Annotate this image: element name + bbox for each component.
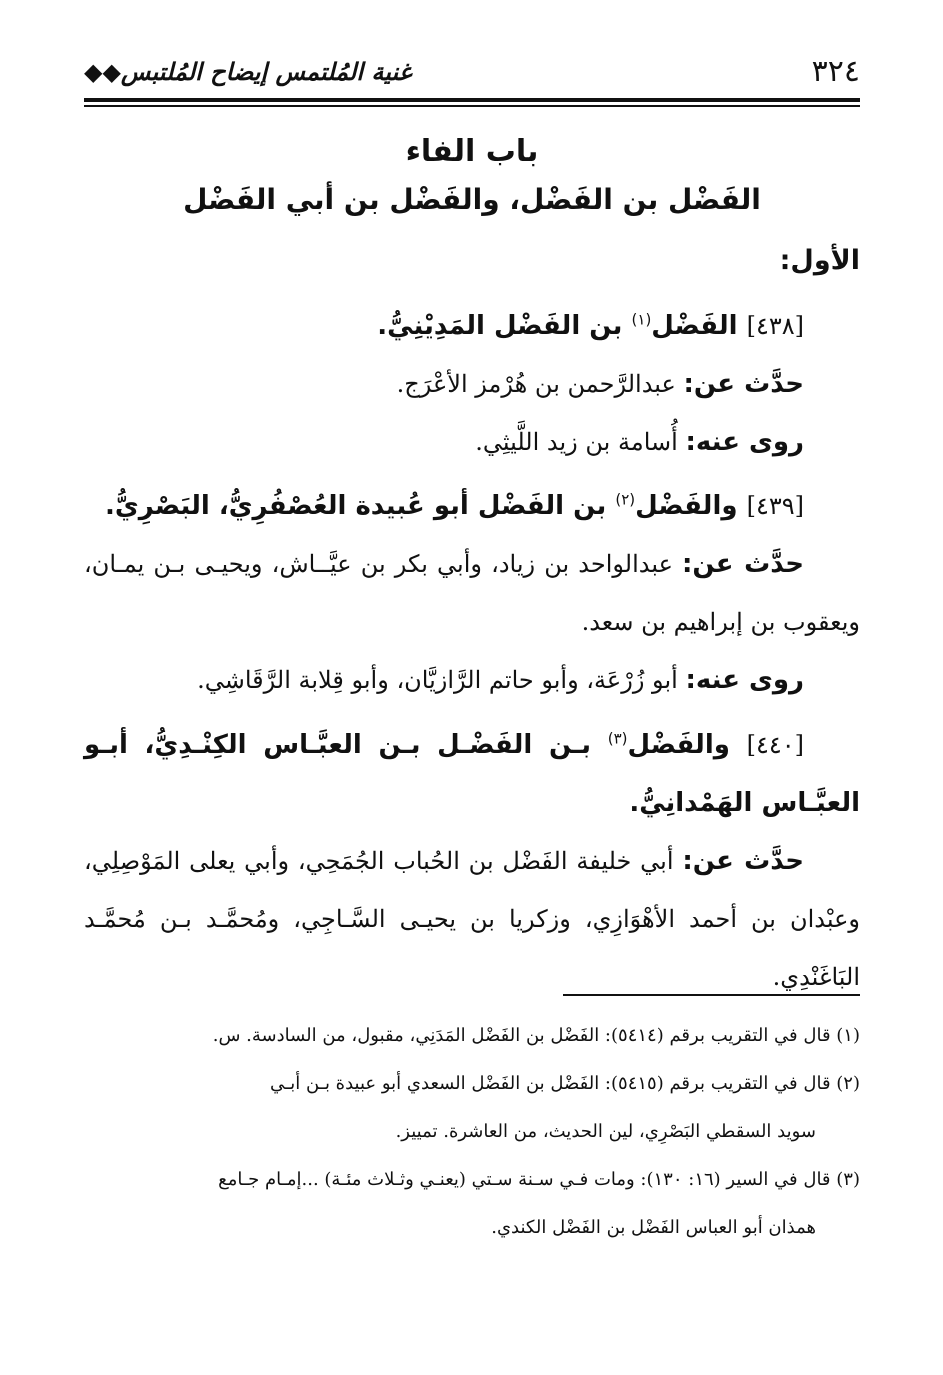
line-text: أبو زُرْعَة، وأبو حاتم الرَّازيَّان، وأبو قِلابة الرَّقَاشِي. (197, 666, 678, 695)
line-label: حدَّث عن: (682, 845, 804, 876)
entry-line (84, 651, 860, 709)
entry-name-rest: بـن الفَضْـل بـن العبَّـاس الكِنْـدِيُّ، أبـو العبَّـاس الهَمْدانِيُّ. (84, 729, 860, 818)
page-number: ٣٢٤ (811, 54, 860, 89)
line-label: حدَّث عن: (682, 549, 804, 580)
footnote-ref: (١) (631, 310, 652, 328)
footnote-2-continuation: سويد السقطي البَصْرِي، لين الحديث، من العاشرة. تمييز. (395, 1121, 816, 1142)
book-title: غنية المُلتمس إيضاح المُلتبس◆◆ (84, 57, 412, 86)
entry-line (84, 832, 860, 1006)
chapter-subtitle: الفَضْل بن الفَضْل، والفَضْل بن أبي الفَضْل (183, 183, 761, 216)
footnote-ref: (٣) (607, 729, 628, 748)
footnote-2: (٢) قال في التقريب برقم (٥٤١٥): الفَضْل بن الفَضْل السعدي أبو عبيدة بـن أبـي (269, 1073, 860, 1094)
header-rule-thick (84, 98, 860, 102)
footnote-separator (563, 994, 860, 996)
line-label: روى عنه: (685, 665, 804, 696)
entry-number: [٤٤٠] (746, 730, 805, 759)
entry-name: والفَضْل (635, 491, 738, 522)
entry-line (84, 535, 860, 651)
entry-line (84, 413, 860, 471)
line-text: أبي خليفة الفَضْل بن الحُباب الجُمَحِي، وأبي يعلى المَوْصِلِي، وعبْدان بن أحمد الأهْوَازِي، وزكريا بن يحيـى السَّـاجِي، ومُحمَّـد بـن مُحمَّـد البَاغَنْدِي. (84, 846, 860, 991)
entry-heading (84, 290, 860, 355)
body-text (84, 232, 860, 1006)
footnote-1: (١) قال في التقريب برقم (٥٤١٤): الفَضْل بن الفَضْل المَدَنِي، مقبول، من السادسة. س. (212, 1025, 860, 1046)
footnotes (84, 1012, 860, 1252)
footnote-3: (٣) قال في السير (١٦: ١٣٠): ومات فـي سـنة سـتي (يعنـي وثـلاث مئـة) ...إمـام جـامع (218, 1169, 860, 1190)
entry-name-rest: بن الفَضْل أبو عُبيدة العُصْفُرِيُّ، البَصْرِيُّ. (104, 491, 607, 522)
footnote-3-continuation: همذان أبو العباس الفَضْل بن الفَضْل الكندي. (491, 1217, 816, 1238)
entry-line (84, 355, 860, 413)
line-label: حدَّث عن: (683, 368, 804, 399)
entry-heading (84, 471, 860, 536)
entry-number: [٤٣٨] (746, 311, 804, 340)
running-header (84, 52, 860, 92)
header-rule-thin (84, 105, 860, 107)
entry-name: والفَضْل (627, 729, 730, 760)
chapter-title: باب الفاء (405, 134, 539, 169)
entry-name-rest: بن الفَضْل المَدِيْنِيُّ. (377, 310, 623, 341)
line-text: عبدالواحد بن زياد، وأبي بكر بن عيَّــاش، ويحيـى بـن يمـان، ويعقوب بن إبراهيم بن سعد. (84, 550, 860, 637)
line-label: روى عنه: (685, 426, 804, 457)
line-text: عبدالرَّحمن بن هُرْمز الأعْرَج. (396, 369, 676, 398)
line-text: أُسامة بن زيد اللَّيثِي. (475, 427, 678, 456)
entry-number: [٤٣٩] (746, 492, 804, 521)
section-label: الأول: (779, 245, 860, 276)
entry-heading (84, 709, 860, 832)
footnote-ref: (٢) (615, 490, 636, 509)
entry-name: الفَضْل (651, 310, 738, 341)
